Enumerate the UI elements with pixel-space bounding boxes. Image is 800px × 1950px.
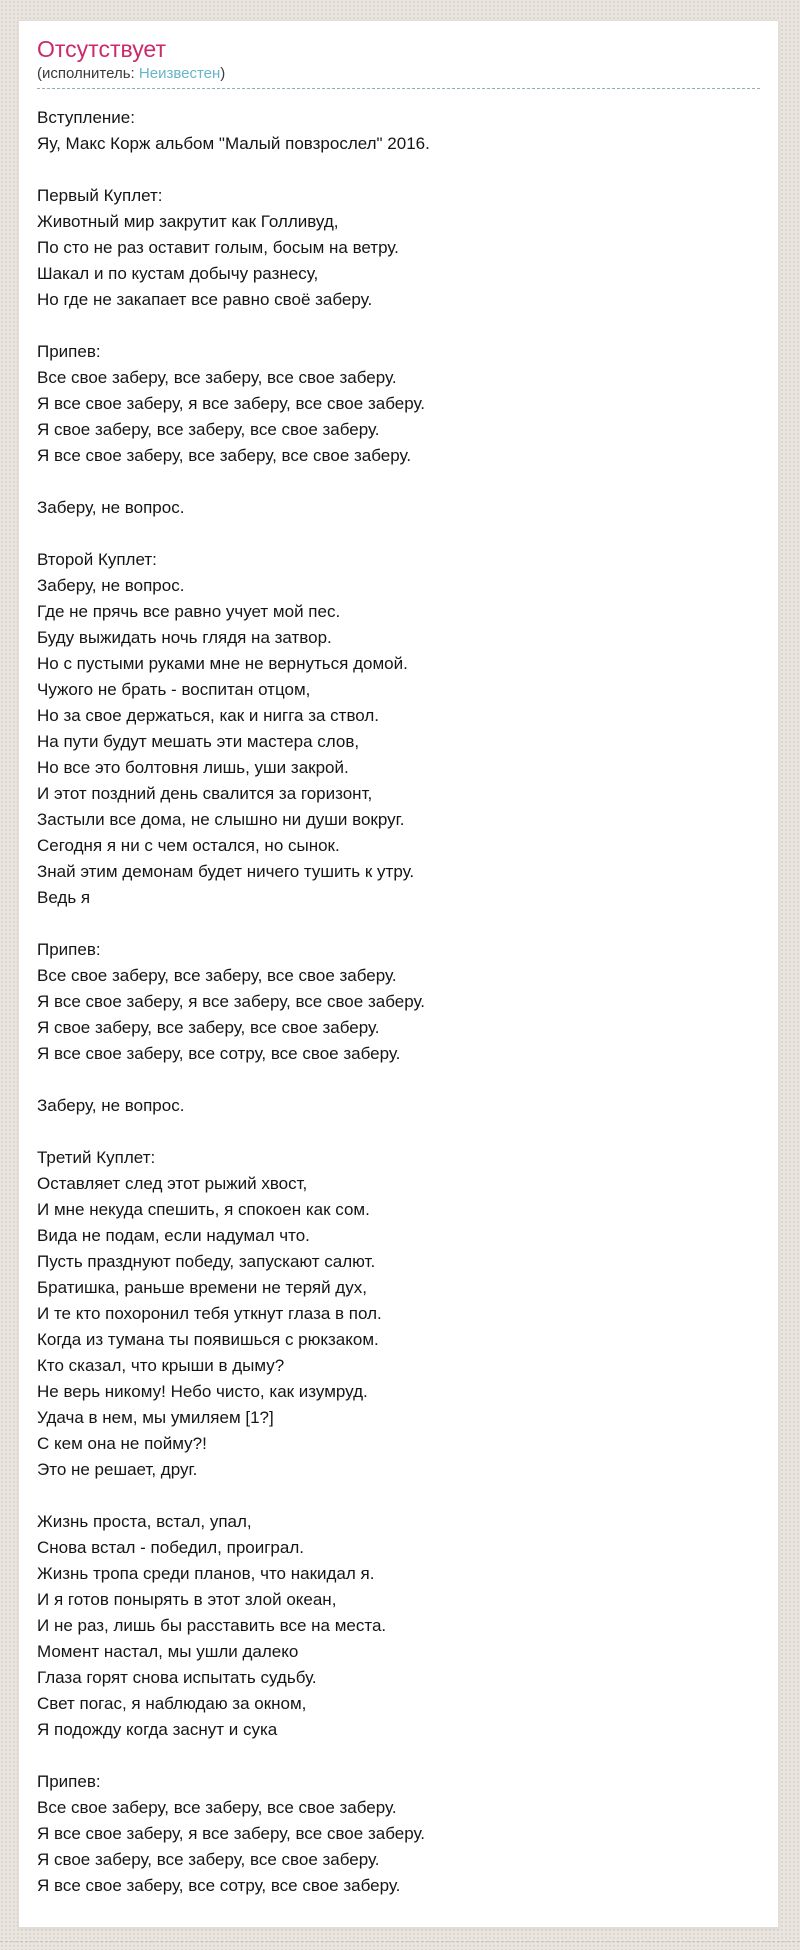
lyric-line: Ведь я (37, 888, 91, 907)
lyric-line: Вида не подам, если надумал что. (37, 1226, 310, 1245)
lyric-line: Кто сказал, что крыши в дыму? (37, 1356, 285, 1375)
lyric-line: И я готов понырять в этот злой океан, (37, 1590, 337, 1609)
lyric-line: Я свое заберу, все заберу, все свое заберу. (37, 1018, 380, 1037)
lyric-line: Яу, Макс Корж альбом "Малый повзрослел" 2016. (37, 134, 430, 153)
lyric-line: Но за свое держаться, как и нигга за ствол. (37, 706, 380, 725)
lyric-line: Свет погас, я наблюдаю за окном, (37, 1694, 307, 1713)
lyric-line: Все свое заберу, все заберу, все свое заберу. (37, 966, 397, 985)
lyric-line: Я все свое заберу, все сотру, все свое заберу. (37, 1044, 401, 1063)
lyric-line: Глаза горят снова испытать судьбу. (37, 1668, 317, 1687)
lyric-line: Все свое заберу, все заберу, все свое заберу. (37, 368, 397, 387)
lyric-line: Животный мир закрутит как Голливуд, (37, 212, 339, 231)
stanza (37, 937, 760, 1067)
lyric-line: Оставляет след этот рыжий хвост, (37, 1174, 308, 1193)
lyric-line: Шакал и по кустам добычу разнесу, (37, 264, 319, 283)
lyric-line: Но все это болтовня лишь, уши закрой. (37, 758, 349, 777)
stanza (37, 1145, 760, 1483)
stanza (37, 495, 760, 521)
lyric-line: Припев: (37, 342, 101, 361)
stanza (37, 547, 760, 911)
lyric-line: И не раз, лишь бы расставить все на места. (37, 1616, 387, 1635)
lyric-line: Удача в нем, мы умиляем [1?] (37, 1408, 274, 1427)
lyric-line: На пути будут мешать эти мастера слов, (37, 732, 360, 751)
artist-label-close: ) (220, 65, 226, 82)
lyric-line: Заберу, не вопрос. (37, 498, 185, 517)
lyric-line: Первый Куплет: (37, 186, 163, 205)
lyric-line: Снова встал - победил, проиграл. (37, 1538, 304, 1557)
lyric-line: Я подожду когда заснут и сука (37, 1720, 278, 1739)
page-title: Отсутствует (37, 36, 166, 62)
lyric-line: Припев: (37, 940, 101, 959)
bottom-divider (0, 1941, 800, 1942)
stanza (37, 339, 760, 469)
stanza (37, 1093, 760, 1119)
lyric-line: Я свое заберу, все заберу, все свое заберу. (37, 420, 380, 439)
stanza (37, 183, 760, 313)
lyric-line: Сегодня я ни с чем остался, но сынок. (37, 836, 340, 855)
artist-link[interactable]: Неизвестен (138, 65, 221, 82)
lyric-line: Братишка, раньше времени не теряй дух, (37, 1278, 367, 1297)
stanza (37, 105, 760, 157)
lyric-line: Все свое заберу, все заберу, все свое заберу. (37, 1798, 397, 1817)
lyric-line: Но где не закапает все равно своё заберу. (37, 290, 373, 309)
lyric-line: Я все свое заберу, я все заберу, все свое заберу. (37, 992, 425, 1011)
lyric-line: По сто не раз оставит голым, босым на ветру. (37, 238, 399, 257)
lyric-line: Момент настал, мы ушли далеко (37, 1642, 299, 1661)
lyric-line: Пусть празднуют победу, запускают салют. (37, 1252, 376, 1271)
lyric-line: Жизнь проста, встал, упал, (37, 1512, 252, 1531)
lyric-line: Застыли все дома, не слышно ни души вокруг. (37, 810, 405, 829)
lyric-line: Я свое заберу, все заберу, все свое заберу. (37, 1850, 380, 1869)
lyric-line: Второй Куплет: (37, 550, 157, 569)
lyric-line: Заберу, не вопрос. (37, 576, 185, 595)
lyric-line: И те кто похоронил тебя уткнут глаза в пол. (37, 1304, 382, 1323)
lyric-line: С кем она не пойму?! (37, 1434, 207, 1453)
lyric-line: Это не решает, друг. (37, 1460, 198, 1479)
stanza (37, 1769, 760, 1899)
lyric-line: Я все свое заберу, все сотру, все свое заберу. (37, 1876, 401, 1895)
lyric-line: Жизнь тропа среди планов, что накидал я. (37, 1564, 375, 1583)
stanza (37, 1509, 760, 1743)
lyric-line: Где не прячь все равно учует мой пес. (37, 602, 341, 621)
artist-label: (исполнитель: (37, 65, 135, 82)
lyric-line: Когда из тумана ты появишься с рюкзаком. (37, 1330, 379, 1349)
lyric-line: Третий Куплет: (37, 1148, 156, 1167)
lyric-line: Знай этим демонам будет ничего тушить к утру. (37, 862, 415, 881)
lyric-line: Но с пустыми руками мне не вернуться домой. (37, 654, 408, 673)
lyric-line: Я все свое заберу, я все заберу, все свое заберу. (37, 1824, 425, 1843)
lyric-line: Я все свое заберу, я все заберу, все свое заберу. (37, 394, 425, 413)
lyrics (37, 105, 760, 1899)
lyrics-card (18, 20, 779, 1928)
lyric-line: Буду выжидать ночь глядя на затвор. (37, 628, 332, 647)
lyric-line: Не верь никому! Небо чисто, как изумруд. (37, 1382, 368, 1401)
lyric-line: Вступление: (37, 108, 135, 127)
lyric-line: Чужого не брать - воспитан отцом, (37, 680, 311, 699)
lyric-line: Я все свое заберу, все заберу, все свое заберу. (37, 446, 412, 465)
artist-line (37, 64, 760, 89)
lyric-line: И этот поздний день свалится за горизонт, (37, 784, 373, 803)
lyric-line: Припев: (37, 1772, 101, 1791)
lyric-line: Заберу, не вопрос. (37, 1096, 185, 1115)
lyric-line: И мне некуда спешить, я спокоен как сом. (37, 1200, 370, 1219)
